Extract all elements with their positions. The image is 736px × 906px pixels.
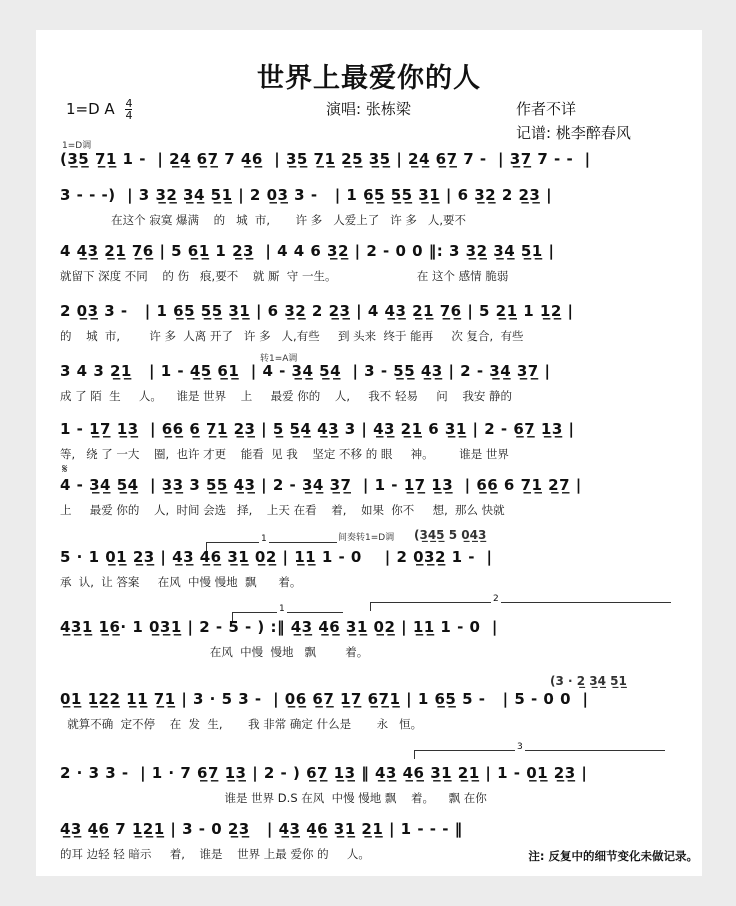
notes-row-9: 4̲3̲1̲ 1̲6̲· 1 0̲3̲1̲ | 2 - 5 - ) :‖ 4̲3̲ 4̲6̲ 3̲1̲ 0̲2̲ | 1̲1̲ 1 - 0 | [60, 618, 498, 636]
staff-row-6 [60, 420, 694, 464]
volta-1b-number: 1 [279, 604, 285, 614]
staff-row-2 [60, 186, 694, 230]
song-title: 世界上最爱你的人 [257, 63, 481, 94]
footnote: 注: 反复中的细节变化未做记录。 [528, 849, 698, 863]
lyrics-row-5: 成 了 陌 生 人。 谁是 世界 上 最爱 你的 人, 我不 轻易 问 我安 静的 [60, 389, 512, 403]
staff-row-3 [60, 242, 694, 286]
lyrics-row-4: 的 城 市, 许 多 人离 开了 许 多 人,有些 到 头来 终于 能再 次 复合, 有些 [60, 329, 524, 343]
lyrics-row-7: 上 最爱 你的 人, 时间 会选 择, 上天 在看 着, 如果 你不 想, 那么 快就 [60, 503, 505, 517]
key-signature [66, 98, 132, 121]
lyrics-row-8: 承 认, 让 答案 在风 中慢 慢地 飘 着。 [60, 575, 302, 589]
notes-row-5: 3 4 3 2̲1̲ | 1 - 4̲5̲ 6̲1̲ | 4 - 3̲4̲ 5̲4̲ | 3 - 5̲5̲ 4̲3̲ | 2 - 3̲4̲ 3̲7̲ | [60, 362, 551, 380]
interlude-mark: 间奏转1=D调 [338, 533, 395, 543]
notes-row-2: 3 - - -) | 3 3̲2̲ 3̲4̲ 5̲1̲ | 2 0̲3̲ 3 - | 1 6̲5̲ 5̲5̲ 3̲1̲ | 6 3̲2̲ 2 2̲3̲ | [60, 186, 553, 204]
key-change-mark: 转1=A调 [260, 354, 298, 364]
scribe-credit: 记谱: 桃李醉春风 [516, 124, 631, 142]
staff-row-9 [60, 618, 694, 662]
time-signature [125, 98, 132, 121]
lyrics-row-11: 谁是 世界 D.S 在风 中慢 慢地 飘 着。 飘 在你 [60, 791, 487, 805]
lyrics-row-6: 等, 绕 了 一大 圈, 也许 才更 能看 见 我 坚定 不移 的 眼 神。 谁是 世界 [60, 447, 509, 461]
staff-row-7 [60, 476, 694, 520]
lyrics-row-12: 的耳 边轻 轻 暗示 着, 谁是 世界 上最 爱你 的 人。 [60, 847, 370, 861]
score-sheet [36, 30, 702, 876]
notes-row-10: 0̲1̲ 1̲2̲2̲ 1̲1̲ 7̲1̲ | 3 · 5 3 - | 0̲6̲ 6̲7̲ 1̲7̲ 6̲7̲1̲ | 1 6̲5̲ 5 - | 5 - 0 0 | [60, 690, 589, 708]
volta-3-bracket [414, 742, 665, 759]
time-denominator: 4 [125, 109, 133, 122]
lyrics-row-3: 就留下 深度 不同 的 伤 痕,要不 就 厮 守 一生。 在 这个 感情 脆弱 [60, 269, 509, 283]
volta-1-number: 1 [261, 534, 267, 544]
segno-mark: 𝄋 [62, 462, 68, 477]
singer-credit: 演唱: 张栋梁 [326, 100, 411, 118]
lyrics-row-9: 在风 中慢 慢地 飘 着。 [60, 645, 369, 659]
notes-row-3: 4 4̲3̲ 2̲1̲ 7̲6̲ | 5 6̲1̲ 1 2̲3̲ | 4 4 6 3̲2̲ | 2 - 0 0 ‖: 3 3̲2̲ 3̲4̲ 5̲1̲ | [60, 242, 555, 260]
author-credit: 作者不详 [516, 100, 577, 118]
notes-row-8: 5 · 1 0̲1̲ 2̲3̲ | 4̲3̲ 4̲6̲ 3̲1̲ 0̲2̲ | 1̲1̲ 1 - 0 | 2 0̲3̲2̲ 1 - | [60, 548, 493, 566]
lyrics-row-10: 就算不确 定不停 在 发 生, 我 非常 确定 什么是 永 恒。 [60, 717, 423, 731]
staff-row-8 [60, 548, 694, 592]
staff-row-10 [60, 690, 694, 734]
staff-row-5 [60, 362, 694, 406]
staff-row-11 [60, 764, 694, 808]
volta-2-number: 2 [493, 594, 499, 604]
row10-tail-notes: (3 · 2̲ 3̲4̲ 5̲1̲ [550, 674, 627, 688]
lyrics-row-2: 在这个 寂寞 爆满 的 城 市, 许 多 人爱上了 许 多 人,要不 [60, 213, 466, 227]
key-label: 1=D A [66, 100, 115, 118]
notes-row-11: 2 · 3 3 - | 1 · 7 6̲7̲ 1̲3̲ | 2 - ) 6̲7̲ 1̲3̲ ‖ 4̲3̲ 4̲6̲ 3̲1̲ 2̲1̲ | 1 - 0̲1̲ 2̲3̲ | [60, 764, 588, 782]
staff-row-4 [60, 302, 694, 346]
interlude-notes: (3̲4̲5̲ 5 0̲4̲3̲ [414, 528, 487, 542]
time-numerator: 4 [125, 97, 133, 110]
notes-row-1: (3̲5̲ 7̲1̲ 1 - | 2̲4̲ 6̲7̲ 7 4̲6̲ | 3̲5̲ 7̲1̲ 2̲5̲ 3̲5̲ | 2̲4̲ 6̲7̲ 7 - | 3̲7̲ 7 - - | [60, 150, 591, 168]
volta-2-bracket [370, 594, 671, 611]
notes-row-4: 2 0̲3̲ 3 - | 1 6̲5̲ 5̲5̲ 3̲1̲ | 6 3̲2̲ 2 2̲3̲ | 4 4̲3̲ 2̲1̲ 7̲6̲ | 5 2̲1̲ 1 1̲2̲ | [60, 302, 574, 320]
tune-mark: 1=D调 [62, 141, 92, 151]
notes-row-6: 1 - 1̲7̲ 1̲3̲ | 6̲6̲ 6̲ 7̲1̲ 2̲3̲ | 5̲ 5̲4̲ 4̲3̲ 3 | 4̲3̲ 2̲1̲ 6 3̲1̲ | 2 - 6̲7̲ 1̲3̲ | [60, 420, 575, 438]
volta-3-number: 3 [517, 742, 523, 752]
notes-row-12: 4̲3̲ 4̲6̲ 7 1̲2̲1̲ | 3 - 0 2̲3̲ | 4̲3̲ 4̲6̲ 3̲1̲ 2̲1̲ | 1 - - - ‖ [60, 820, 463, 838]
notes-row-7: 4 - 3̲4̲ 5̲4̲ | 3̲3̲ 3 5̲5̲ 4̲3̲ | 2 - 3̲4̲ 3̲7̲ | 1 - 1̲7̲ 1̲3̲ | 6̲6̲ 6 7̲1̲ 2̲7̲ | [60, 476, 582, 494]
